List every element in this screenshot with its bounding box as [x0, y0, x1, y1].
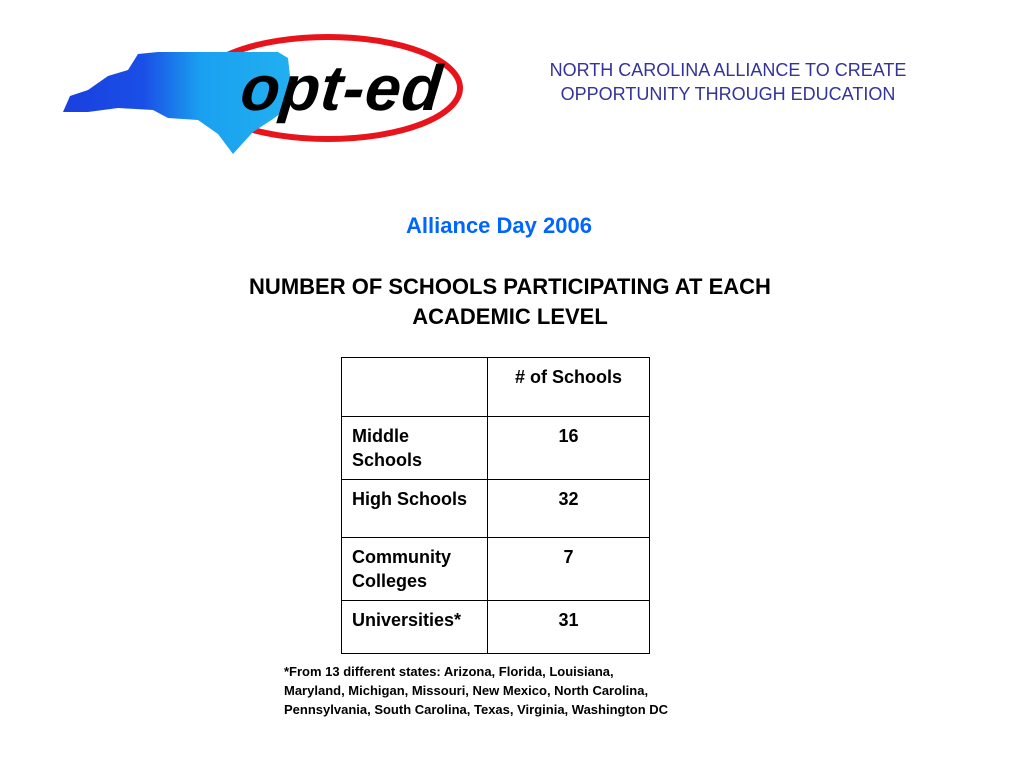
table-row — [342, 538, 650, 601]
count-cell: 16 — [488, 417, 650, 480]
header-cell-empty — [342, 358, 488, 417]
level-cell: Universities* — [342, 601, 488, 654]
count-cell: 32 — [488, 480, 650, 538]
footnote — [284, 662, 668, 719]
title-line-1: NUMBER OF SCHOOLS PARTICIPATING AT EACH — [249, 274, 771, 299]
org-line-2: OPPORTUNITY THROUGH EDUCATION — [560, 84, 896, 104]
table-row — [342, 417, 650, 480]
page-title — [190, 272, 830, 332]
count-cell: 31 — [488, 601, 650, 654]
level-cell: Community Colleges — [342, 538, 488, 601]
svg-text:opt-ed: opt-ed — [237, 52, 446, 124]
org-line-1: NORTH CAROLINA ALLIANCE TO CREATE — [549, 60, 907, 80]
title-line-2: ACADEMIC LEVEL — [412, 304, 608, 329]
header-cell-count: # of Schools — [488, 358, 650, 417]
count-cell: 7 — [488, 538, 650, 601]
table-header-row — [342, 358, 650, 417]
opt-ed-logo — [58, 24, 468, 164]
footnote-text: *From 13 different states: Arizona, Florida, Louisiana, Maryland, Michigan, Missouri, New Mexico, North Carolina, Pennsylvania, South Carolina, Texas, Virginia, Washington DC — [284, 664, 669, 717]
table-row — [342, 480, 650, 538]
organization-name — [500, 58, 956, 106]
level-cell: Middle Schools — [342, 417, 488, 480]
schools-table — [341, 357, 650, 654]
event-title: Alliance Day 2006 — [406, 213, 592, 238]
level-cell: High Schools — [342, 480, 488, 538]
table-row — [342, 601, 650, 654]
